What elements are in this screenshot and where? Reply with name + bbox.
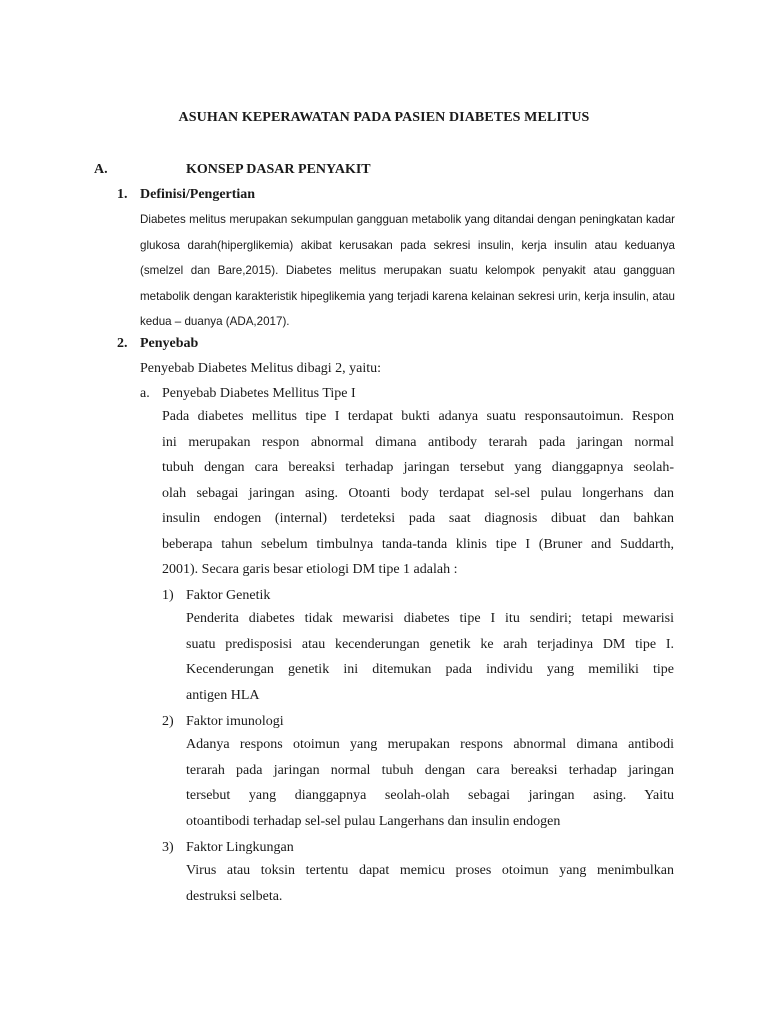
factor-3-marker: 3): [162, 840, 174, 855]
factor-1-line: Penderita diabetes tidak mewarisi diabetes tipe I itu sendiri; tetapi mewarisi: [186, 611, 674, 626]
factor-2-line: terarah pada jaringan normal tubuh dengan cara bereaksi terhadap jaringan: [186, 762, 674, 778]
section-letter: A.: [94, 162, 108, 177]
factor-2-paragraph: [186, 732, 674, 834]
factor-2-title: Faktor imunologi: [186, 714, 284, 729]
sub-a-title: Penyebab Diabetes Mellitus Tipe I: [162, 386, 356, 401]
sub-a-line: insulin endogen (internal) terdeteksi pada saat diagnosis dibuat dan bahkan: [162, 511, 674, 526]
sub-a-line: 2001). Secara garis besar etiologi DM tipe 1 adalah :: [162, 562, 458, 577]
factor-3-line: Virus atau toksin tertentu dapat memicu proses otoimun yang menimbulkan: [186, 863, 674, 878]
definisi-heading: Definisi/Pengertian: [140, 187, 256, 202]
factor-1-line: Kecenderungan genetik ini ditemukan pada individu yang memiliki tipe: [186, 662, 674, 677]
factor-1-line: antigen HLA: [186, 687, 260, 703]
penyebab-heading: Penyebab: [140, 336, 199, 351]
sub-a-line: ini merupakan respon abnormal dimana antibody terarah pada jaringan normal: [162, 434, 674, 450]
sub-a-marker: a.: [140, 386, 150, 401]
penyebab-number: 2.: [117, 336, 128, 351]
sub-a-line: olah sebagai jaringan asing. Otoanti body terdapat sel-sel pulau longerhans dan: [162, 485, 674, 501]
factor-2-marker: 2): [162, 714, 174, 729]
factor-1-title: Faktor Genetik: [186, 588, 271, 603]
definisi-number: 1.: [117, 187, 128, 202]
factor-3-line: destruksi selbeta.: [186, 888, 283, 904]
factor-1-line: suatu predisposisi atau kecenderungan genetik ke arah terjadinya DM tipe I.: [186, 636, 674, 652]
sub-a-line: beberapa tahun sebelum timbulnya tanda-tanda klinis tipe I (Bruner and Suddarth,: [162, 536, 674, 552]
section-title: KONSEP DASAR PENYAKIT: [186, 162, 371, 177]
factor-3-paragraph: [186, 858, 674, 909]
sub-a-line: tubuh dengan cara bereaksi terhadap jaringan tersebut yang dianggapnya seolah-: [162, 460, 674, 475]
factor-2-line: Adanya respons otoimun yang merupakan respons abnormal dimana antibodi: [186, 737, 674, 752]
factor-2-line: tersebut yang dianggapnya seolah-olah sebagai jaringan asing. Yaitu: [186, 788, 674, 803]
factor-3-title: Faktor Lingkungan: [186, 840, 294, 855]
factor-1-marker: 1): [162, 588, 174, 603]
factor-1-paragraph: [186, 606, 674, 708]
factor-2-line: otoantibodi terhadap sel-sel pulau Langerhans dan insulin endogen: [186, 813, 561, 829]
sub-a-paragraph: [162, 404, 674, 583]
penyebab-intro: Penyebab Diabetes Melitus dibagi 2, yaitu:: [140, 361, 382, 376]
document-title: ASUHAN KEPERAWATAN PADA PASIEN DIABETES MELITUS: [178, 110, 590, 125]
sub-a-line: Pada diabetes mellitus tipe I terdapat bukti adanya suatu responsautoimun. Respon: [162, 409, 674, 424]
definisi-paragraph: Diabetes melitus merupakan sekumpulan gangguan metabolik yang ditandai dengan peningkatan kadar glukosa darah(hiperglikemia) akibat kerusakan pada sekresi insulin, kerja insulin atau keduanya (smelzel dan Bare,2015). Diabetes melitus merupakan suatu kelompok penyakit atau gangguan metabolik dengan karakteristik hipeglikemia yang terjadi karena kelainan sekresi urin, kerja insulin, atau kedua – duanya (ADA,2017).: [140, 213, 675, 328]
